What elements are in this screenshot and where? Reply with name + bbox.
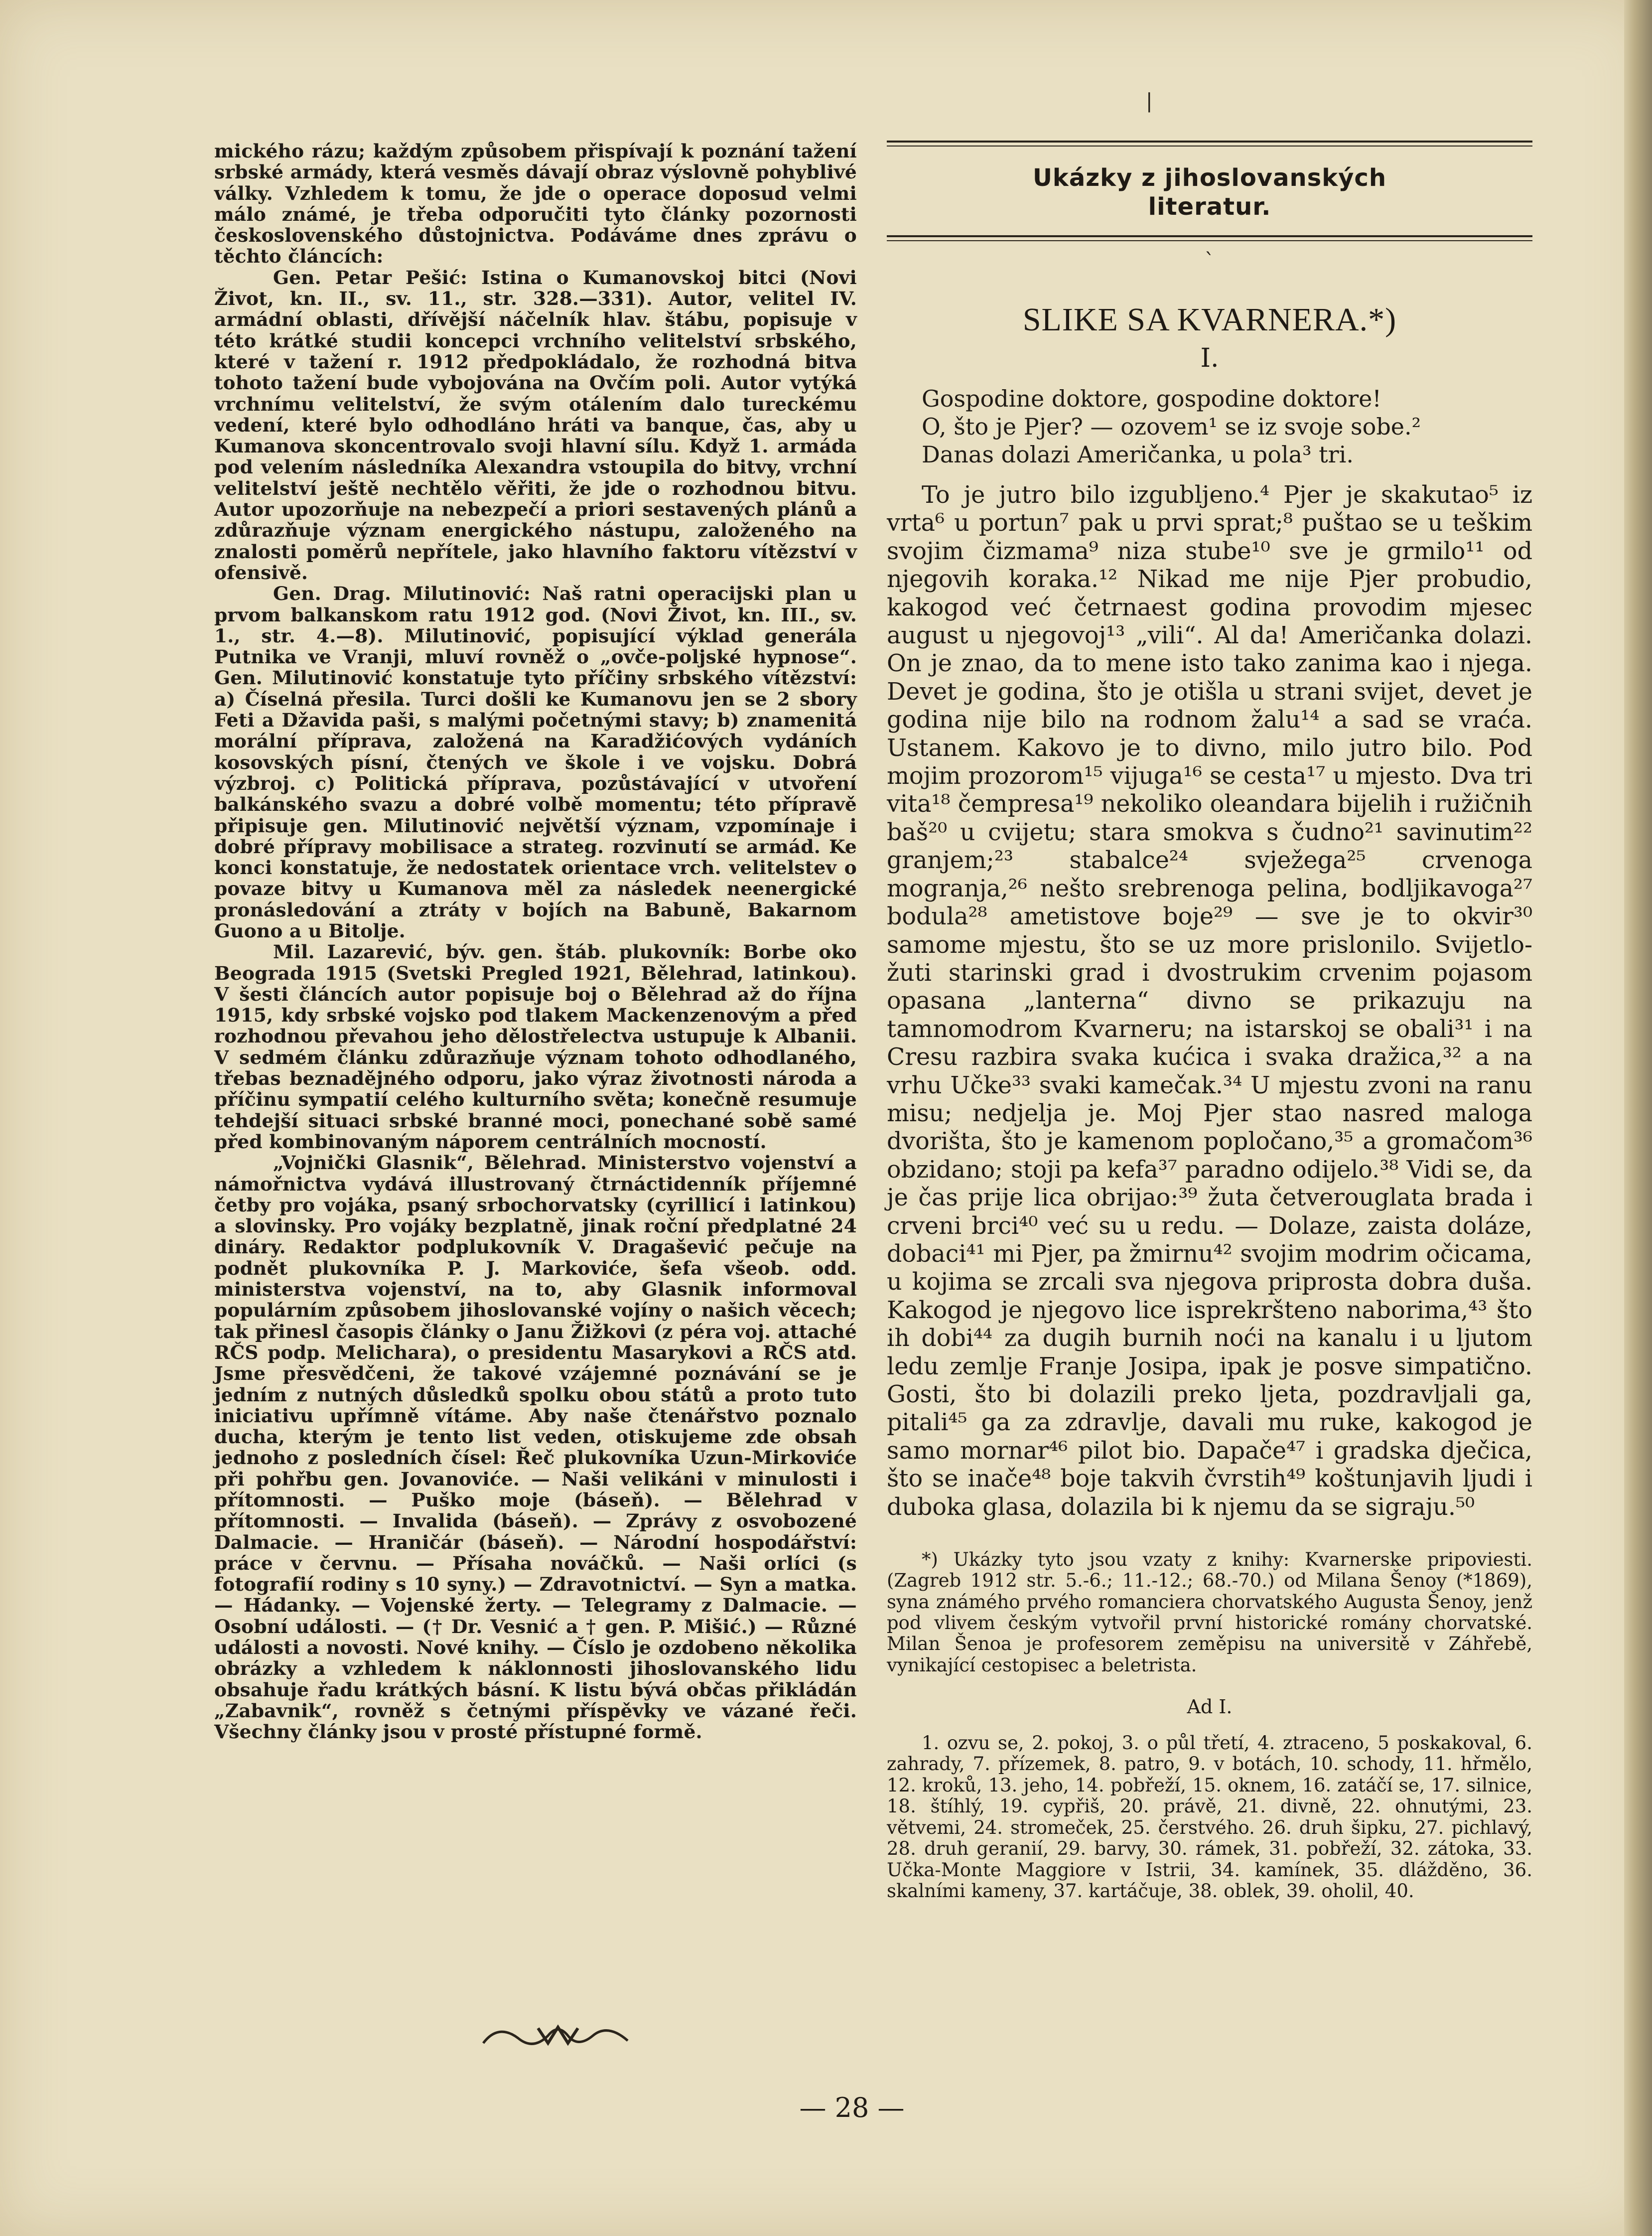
opening-line: O, što je Pjer? — ozovem¹ se iz svoje sobe.² (922, 413, 1421, 440)
section-title-line: literatur. (1148, 193, 1271, 221)
end-ornament (478, 2013, 638, 2058)
story-title: SLIKE SA KVARNERA.*) (1022, 301, 1397, 338)
opening-line: Danas dolazi Američanka, u pola³ tri. (922, 441, 1354, 468)
left-paragraph: „Vojnički Glasnik“, Bělehrad. Ministerstvo vojenství a námořnictva vydává illustrovaný čtrnáctidenník příjemné četby pro vojáka, psaný srbochorvatsky (cyrillicí i latinkou) a slovinsky. Pro vojáky bezplatně, jinak roční předplatné 24 dináry. Redaktor podplukovník V. Dragašević pečuje na podnět plukovníka P. J. Markoviće, šefa všeob. odd. ministerstva vojenství, na to, aby Glasnik informoval populárním způsobem jihoslovanské vojíny o našich věcech; tak přinesl časopis články o Janu Žižkovi (z péra voj. attaché RČS podp. Melichara), o presidentu Masarykovi a RČS atd. Jsme přesvědčeni, že takové vzájemné poznávání se je jedním z nutných důsledků spolku obou států a proto tuto iniciativu upřímně vítáme. Aby naše čtenářstvo poznalo ducha, kterým je tento list veden, otiskujeme zde obsah jednoho z posledních čísel: Řeč plukovníka Uzun-Mirkoviće při pohřbu gen. Jovanoviće. — Naši velikáni v minulosti i přítomnosti. — Puško moje (báseň). — Bělehrad v přítomnosti. — Invalida (báseň). — Zprávy z osvobozené Dalmacie. — Hraničár (báseň). — Národní hospodářství: práce v červnu. — Přísaha nováčků. — Naši orlíci (s fotografií rodiny s 10 syny.) — Zdravotnictví. — Syn a matka. — Hádanky. — Vojenské žerty. — Telegramy z Dalmacie. — Osobní události. — († Dr. Vesnić a † gen. P. Mišić.) — Různé události a novosti. Nové knihy. — Číslo je ozdobeno několika obrázky a vzhledem k náklonnosti jihoslovanského lidu obsahuje řadu krátkých básní. K listu bývá občas přikládán „Zabavnik“, rovněž s četnými příspěvky ve vázané řeči. Všechny články jsou v prosté přístupné formě. (214, 1152, 857, 1743)
book-spine-edge (1624, 0, 1652, 2236)
story-body (887, 481, 1532, 1521)
glossary-text: 1. ozvu se, 2. pokoj, 3. o půl třetí, 4. ztraceno, 5 poskakoval, 6. zahrady, 7. přízemek, 8. patro, 9. v botách, 10. schody, 11. hřmělo, 12. kroků, 13. jeho, 14. pobřeží, 15. oknem, 16. zatáčí se, 17. silnice, 18. štíhlý, 19. cypřiš, 20. právě, 21. divně, 22. ohnutými, 23. větvemi, 24. stromeček, 25. čerstvého. 26. druh šipku, 27. pichlavý, 28. druh geranií, 29. barvy, 30. rámek, 31. pobřeží, 32. zátoka, 33. Učka-Monte Maggiore v Istrii, 34. kamínek, 35. dlážděno, 36. skalními kameny, 37. kartáčuje, 38. oblek, 39. oholil, 40. (887, 1732, 1532, 1902)
opening-lines (922, 385, 1532, 468)
bottom-rule (887, 235, 1532, 237)
left-paragraph: Mil. Lazarević, býv. gen. štáb. plukovník: Borbe oko Beograda 1915 (Svetski Pregled 1921, Bělehrad, latinkou). V šesti článcích autor popisuje boj o Bělehrad až do října 1915, kdy srbské vojsko pod tlakem Mackenzenovým a před rozhodnou převahou jeho dělostřelectva ustupuje k Albanii. V sedmém článku zdůrazňuje význam tohoto odhodlaného, třebas beznadějného odporu, jako výraz životnosti národa a příčinu sympatií celého kulturního světa; konečně resumuje tehdejší situaci srbské branné moci, ponechané sobě samé před kombinovaným náporem centrálních mocností. (214, 941, 857, 1153)
footnote (887, 1549, 1532, 1676)
footnote-text: *) Ukázky tyto jsou vzaty z knihy: Kvarnerske pripoviesti. (Zagreb 1912 str. 5.-6.; 11.-12.; 68.-70.) od Milana Šenoy (*1869), syna známého prvého romanciera chorvatského Augusta Šenoy, jenž pod vlivem českým vytvořil první historické romány chorvatské. Milan Šenoa je profesorem zeměpisu na universitě v Záhřebě, vynikající cestopisec a beletrista. (887, 1549, 1532, 1676)
stray-mark: | (1146, 90, 1153, 113)
top-rule-thin (887, 146, 1532, 147)
page-number: — 28 — (799, 2092, 905, 2123)
left-column (214, 141, 857, 1743)
right-column (887, 141, 1532, 1902)
opening-line: Gospodine doktore, gospodine doktore! (922, 385, 1381, 412)
section-title-line: Ukázky z jihoslovanských (1032, 164, 1387, 192)
bottom-rule-thin (887, 240, 1532, 241)
small-mark: ` (1205, 250, 1215, 273)
story-number: I. (1200, 343, 1219, 373)
section-title (887, 163, 1532, 221)
left-paragraph: Gen. Petar Pešić: Istina o Kumanovskoj bitci (Novi Život, kn. II., sv. 11., str. 328.—331). Autor, velitel IV. armádní oblasti, dřívější náčelník hlav. štábu, popisuje v této krátké studii koncepci vrchního velitelství srbského, které v tažení r. 1912 předpokládalo, že rozhodná bitva tohoto tažení bude vybojována na Ovčím poli. Autor vytýká vrchnímu velitelství, že svým otálením dalo tureckému vedení, které bylo odhodláno hráti va banque, čas, aby u Kumanova skoncentrovalo svoji hlavní sílu. Když 1. armáda pod velením následníka Alexandra vstoupila do bitvy, vrchní velitelství ještě nechtělo věřiti, že jde o rozhodnou bitvu. Autor upozorňuje na nebezpečí a priori sestavených plánů a zdůrazňuje význam energického nástupu, založeného na znalosti poměrů nepřítele, jako hlavního faktoru vítězství v ofensivě. (214, 266, 857, 584)
left-paragraph: Gen. Drag. Milutinović: Naš ratni operacijski plan u prvom balkanskom ratu 1912 god. (Novi Život, kn. III., sv. 1., str. 4.—8). Milutinović, popisující výklad generála Putnika ve Vranji, mluví rovněž o „ovče-poljské hypnose“. Gen. Milutinović konstatuje tyto příčiny srbského vítězství: a) Číselná přesila. Turci došli ke Kumanovu jen se 2 sbory Feti a Džavida paši, s malými početnými stavy; b) znamenitá morální příprava, založená na Karadžićových vydáních kosovských písní, čtených ve škole i ve vojsku. Dobrá výzbroj. c) Politická příprava, pozůstávající v utvoření balkánského svazu a dobré volbě momentu; této přípravě připisuje gen. Milutinović největší význam, vzpomínaje i dobré přípravy mobilisace a strateg. rozvinutí se armád. Ke konci konstatuje, že nedostatek orientace vrch. velitelstev o povaze bitvy u Kumanova měl za následek neenergické pronásledování a ztráty v bojích na Babuně, Bakarnom Guono a u Bitolje. (214, 583, 857, 942)
glossary-heading: Ad I. (1187, 1695, 1233, 1718)
left-paragraph: mického rázu; každým způsobem přispívají k poznání tažení srbské armády, která vesměs dávají obraz výslovně pohyblivé války. Vzhledem k tomu, že jde o operace doposud velmi málo známé, je třeba odporučiti tyto články pozornosti československého důstojnictva. Podáváme dnes zprávu o těchto článcích: (214, 140, 857, 268)
story-paragraph: To je jutro bilo izgubljeno.⁴ Pjer je skakutao⁵ iz vrta⁶ u portun⁷ pak u prvi sprat;⁸ puštao se u teškim svojim čizmama⁹ niza stube¹⁰ sve je grmilo¹¹ od njegovih koraka.¹² Nikad me nije Pjer probudio, kakogod već četrnaest godina provodim mjesec august u njegovoj¹³ „vili“. Al da! Američanka dolazi. On je znao, da to mene isto tako zanima kao i njega. Devet je godina, što je otišla u strani svijet, devet je godina nije bilo na rodnom žalu¹⁴ a sad se vraća. Ustanem. Kakovo je to divno, milo jutro bilo. Pod mojim prozorom¹⁵ vijuga¹⁶ se cesta¹⁷ u mjesto. Dva tri vita¹⁸ čempresa¹⁹ nekoliko oleandara bijelih i ružičnih baš²⁰ u cvijetu; stara smokva s čudno²¹ savinutim²² granjem;²³ stabalce²⁴ svježega²⁵ crvenoga mogranja,²⁶ nešto srebrenoga pelina, bodljikavoga²⁷ bodula²⁸ ametistove boje²⁹ — sve je to okvir³⁰ samome mjestu, što se uz more prislonilo. Svijetlo-žuti starinski grad i dvostrukim crvenim pojasom opasana „lanterna“ divno se prikazuju na tamnomodrom Kvarneru; na istarskoj se obali³¹ i na Cresu razbira svaka kućica i svaka dražica,³² a na vrhu Učke³³ svaki kamečak.³⁴ U mjestu zvoni na ranu misu; nedjelja je. Moj Pjer stao nasred maloga dvorišta, što je kamenom popločano,³⁵ a gromačom³⁶ obzidano; stoji pa kefa³⁷ paradno odijelo.³⁸ Vidi se, da je čas prije lica obrijao:³⁹ žuta četverouglata brada i crveni brci⁴⁰ već su u redu. — Dolaze, zaista doláze, dobaci⁴¹ mi Pjer, pa žmirnu⁴² svojim modrim očicama, u kojima se zrcali sva njegova priprosta dobra duša. Kakogod je njegovo lice isprekršteno naborima,⁴³ što ih dobi⁴⁴ za dugih burnih noći na kanalu i u ljutom ledu zemlje Franje Josipa, ipak je posve simpatično. Gosti, što bi dolazili preko ljeta, pozdravljali ga, pitali⁴⁵ ga za zdravlje, davali mu ruke, kakogod je samo mornar⁴⁶ pilot bio. Dapače⁴⁷ i gradska dječica, što se inače⁴⁸ boje takvih čvrstih⁴⁹ koštunjavih ljudi i duboka glasa, dolazila bi k njemu da se sigraju.⁵⁰ (887, 481, 1532, 1521)
glossary (887, 1733, 1532, 1902)
top-rule (887, 141, 1532, 143)
